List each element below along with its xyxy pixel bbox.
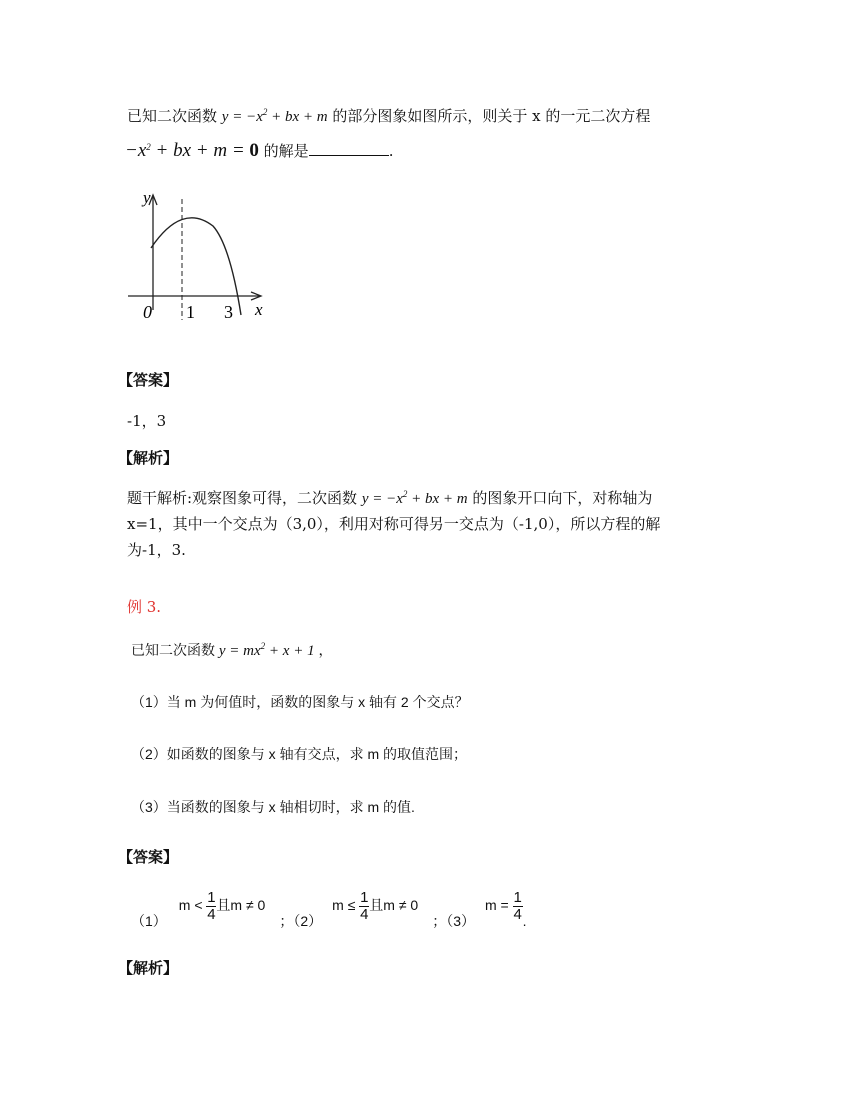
- question-text: 的解是: [263, 142, 309, 160]
- period: .: [388, 142, 394, 160]
- math-text: 且m ≠ 0: [369, 896, 419, 913]
- equation-formula: $-x^2$ + bx + m =: [125, 140, 250, 161]
- answer-part-3: [485, 890, 523, 923]
- period: .: [522, 913, 527, 929]
- example-part-2: （2）如函数的图象与 x 轴有交点，求 m 的取值范围；: [131, 746, 468, 762]
- fraction: $\frac{1}{4}$: [360, 888, 369, 923]
- function-formula: $y = -x^2$ + bx + m: [361, 489, 468, 507]
- answer-header: 【答案】: [118, 848, 179, 866]
- parabola-curve: [151, 218, 241, 315]
- answer-part-label: ；（3）: [432, 913, 475, 929]
- answer-part-label: （1）: [131, 913, 167, 929]
- answer-line: [131, 886, 527, 932]
- question-text: 已知二次函数: [127, 107, 218, 125]
- function-formula: $y = mx^2 + x + 1$: [218, 641, 315, 659]
- answer-part-1: [179, 890, 266, 923]
- tick-label-1: 1: [186, 302, 195, 322]
- example-stem: [131, 640, 332, 660]
- example-title: 例 3.: [127, 598, 162, 616]
- math-text: m ≤: [332, 896, 356, 913]
- math-text: 且m ≠ 0: [216, 896, 266, 913]
- x-axis-label: x: [255, 300, 263, 319]
- analysis-line-2: x=1，其中一个交点为（3,0），利用对称可得另一交点为（-1,0），所以方程的解: [127, 515, 661, 533]
- y-axis-label: y: [143, 188, 151, 207]
- math-text: m <: [178, 896, 203, 913]
- question-line-2: [125, 140, 393, 162]
- example-part-1: （1）当 m 为何值时，函数的图象与 x 轴有 2 个交点？: [131, 694, 469, 710]
- example-part-3: （3）当函数的图象与 x 轴相切时，求 m 的值.: [131, 799, 415, 815]
- analysis-line-3: 为-1，3.: [127, 541, 186, 559]
- analysis-header: 【解析】: [118, 449, 179, 467]
- fraction: $\frac{1}{4}$: [207, 888, 216, 923]
- answer-blank: [309, 141, 389, 156]
- fraction: $\frac{1}{4}$: [513, 888, 522, 923]
- analysis-text: 题干解析:观察图象可得，二次函数: [127, 489, 358, 507]
- question-line-1: [127, 105, 650, 126]
- example-text: 已知二次函数: [131, 642, 215, 658]
- origin-label: 0: [143, 302, 152, 322]
- tick-label-3: 3: [224, 302, 233, 322]
- answer-text: -1，3: [127, 412, 167, 430]
- answer-header: 【答案】: [118, 371, 179, 389]
- analysis-header: 【解析】: [118, 959, 179, 977]
- function-formula: $y = -x^2$ + bx + m: [221, 107, 328, 125]
- analysis-text: 的图象开口向下，对称轴为: [472, 489, 653, 507]
- answer-part-2: [332, 890, 418, 923]
- equation-zero: 0: [249, 140, 259, 161]
- analysis-line-1: [127, 487, 652, 508]
- parabola-graph: [120, 185, 280, 325]
- question-text: 的部分图象如图所示，则关于 x 的一元二次方程: [332, 107, 651, 125]
- answer-part-label: ；（2）: [279, 913, 323, 929]
- example-text: ，: [318, 642, 333, 658]
- math-text: m =: [485, 896, 509, 913]
